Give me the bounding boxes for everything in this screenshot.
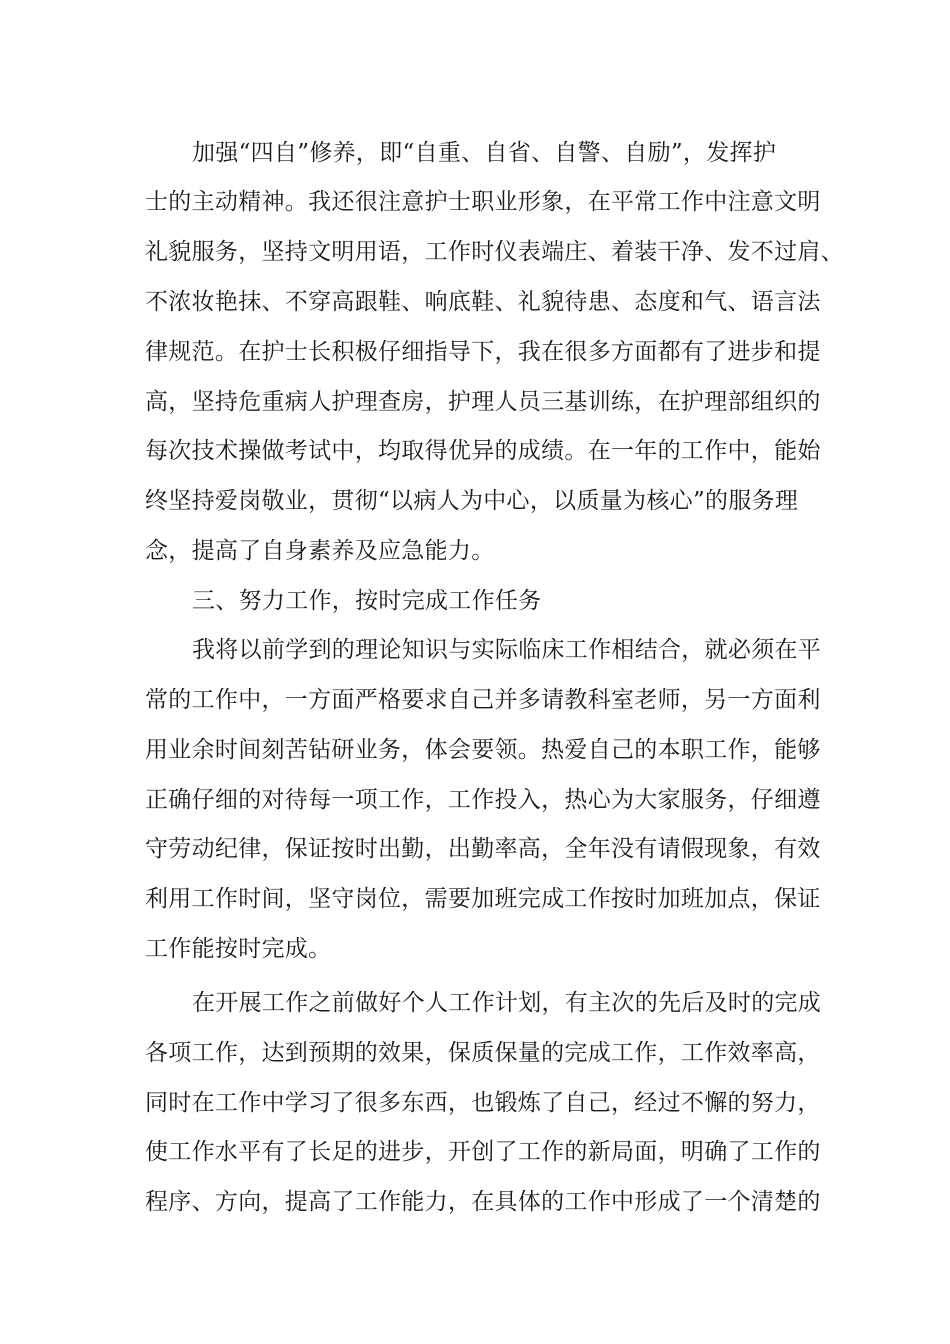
text-line: 终坚持爱岗敬业，贯彻“以病人为中心，以质量为核心”的服务理 — [145, 488, 799, 514]
text-line: 念，提高了自身素养及应急能力。 — [145, 538, 495, 564]
text-line: 各项工作，达到预期的效果，保质保量的完成工作，工作效率高， — [145, 1040, 821, 1066]
text-line: 每次技术操做考试中，均取得优异的成绩。在一年的工作中，能始 — [145, 438, 821, 464]
text-line: 律规范。在护士长积极仔细指导下，我在很多方面都有了进步和提 — [145, 339, 821, 365]
text-line: 用业余时间刻苦钻研业务，体会要领。热爱自己的本职工作，能够 — [145, 737, 821, 763]
text-line: 使工作水平有了长足的进步，开创了工作的新局面，明确了工作的 — [145, 1139, 821, 1165]
text-line: 程序、方向，提高了工作能力，在具体的工作中形成了一个清楚的 — [145, 1189, 821, 1215]
section-heading: 三、努力工作，按时完成工作任务 — [192, 588, 542, 614]
text-line: 正确仔细的对待每一项工作，工作投入，热心为大家服务，仔细遵 — [145, 787, 821, 813]
text-line: 在开展工作之前做好个人工作计划，有主次的先后及时的完成 — [192, 990, 822, 1016]
text-line: 高，坚持危重病人护理查房，护理人员三基训练，在护理部组织的 — [145, 389, 821, 415]
text-line: 利用工作时间，坚守岗位，需要加班完成工作按时加班加点，保证 — [145, 886, 821, 912]
text-line: 士的主动精神。我还很注意护士职业形象，在平常工作中注意文明 — [145, 189, 821, 215]
text-line: 守劳动纪律，保证按时出勤，出勤率高，全年没有请假现象，有效 — [145, 836, 821, 862]
text-line: 工作能按时完成。 — [145, 936, 332, 962]
text-line: 不浓妆艳抹、不穿高跟鞋、响底鞋、礼貌待患、态度和气、语言法 — [145, 289, 821, 315]
text-line: 礼貌服务，坚持文明用语，工作时仪表端庄、着装干净、发不过肩、 — [145, 239, 844, 265]
text-line: 常的工作中，一方面严格要求自己并多请教科室老师，另一方面利 — [145, 687, 821, 713]
text-line: 加强“四自”修养，即“自重、自省、自警、自励”，发挥护 — [192, 140, 777, 166]
text-line: 我将以前学到的理论知识与实际临床工作相结合，就必须在平 — [192, 637, 822, 663]
text-line: 同时在工作中学习了很多东西，也锻炼了自己，经过不懈的努力， — [145, 1090, 821, 1116]
